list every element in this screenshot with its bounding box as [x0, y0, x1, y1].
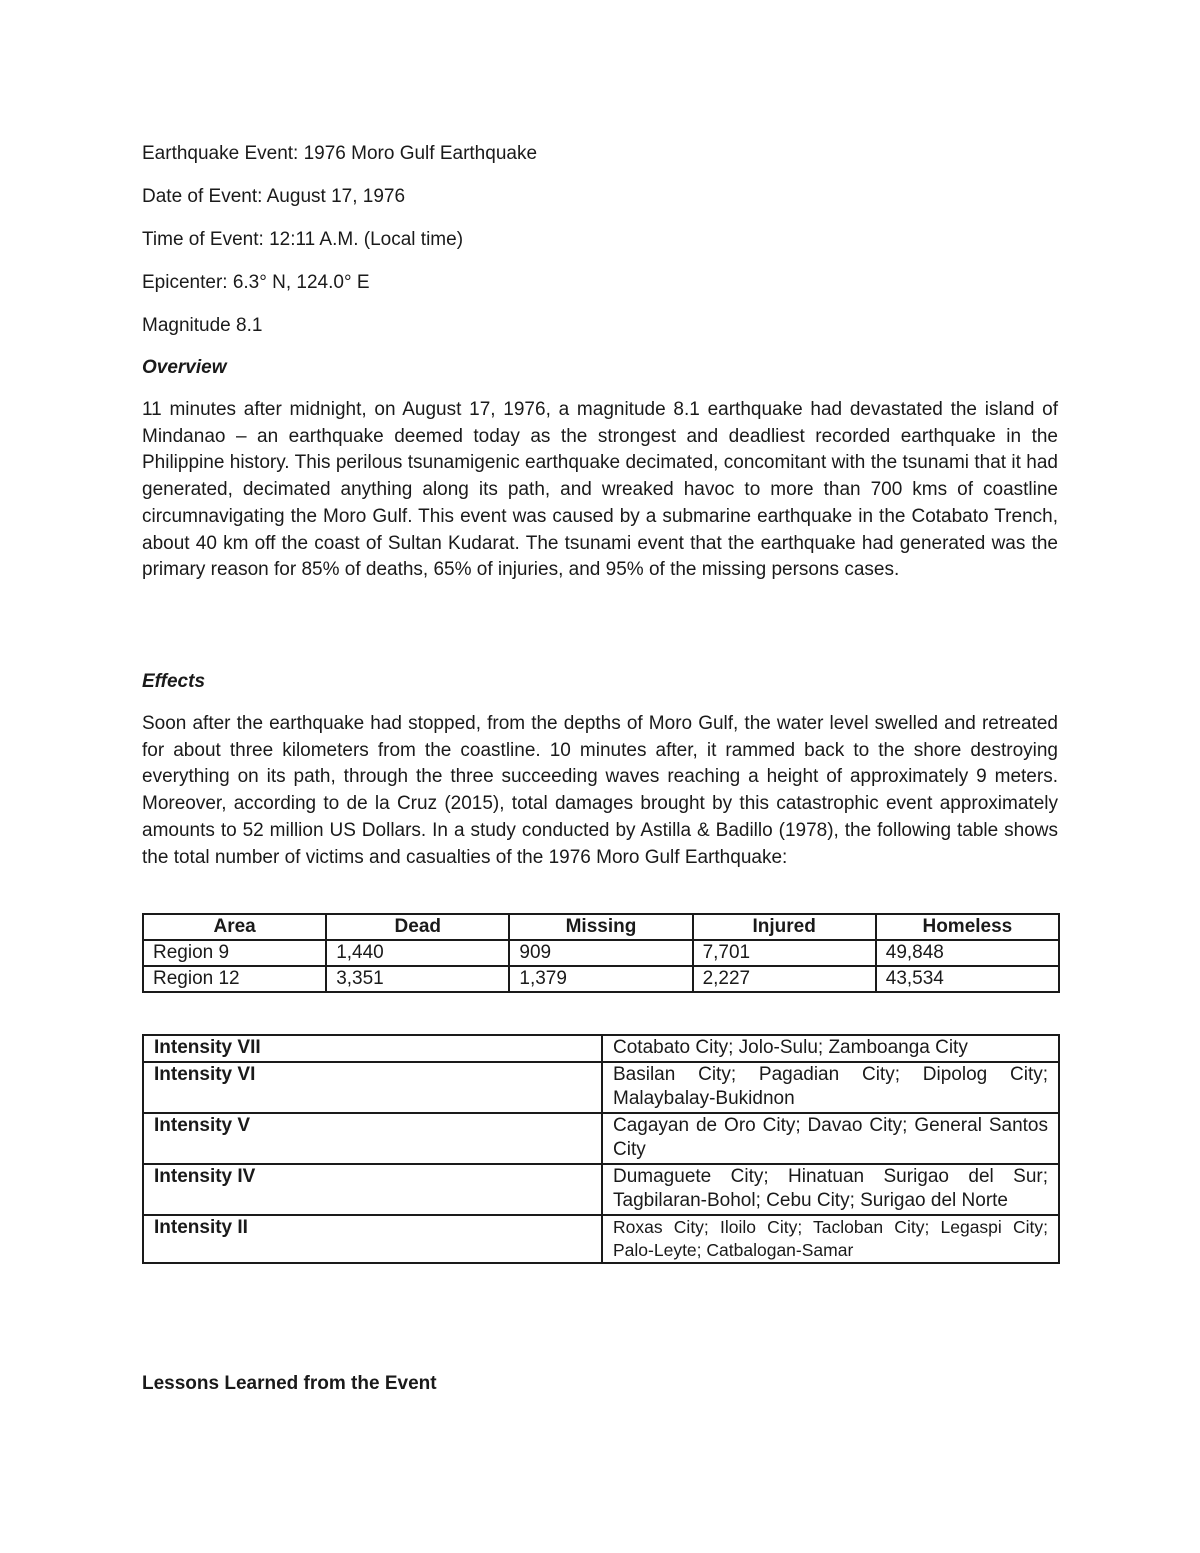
table-row — [143, 1164, 1059, 1215]
col-header-injured: Injured — [693, 914, 876, 940]
intensity-cities: Roxas City; Iloilo City; Tacloban City; Legaspi City; Palo-Leyte; Catbalogan-Samar — [602, 1215, 1059, 1263]
col-header-area: Area — [143, 914, 326, 940]
table-row — [143, 1062, 1059, 1113]
effects-heading: Effects — [142, 671, 206, 692]
col-header-missing: Missing — [509, 914, 692, 940]
event-epicenter: Epicenter: 6.3° N, 124.0° E — [142, 272, 370, 293]
event-date: Date of Event: August 17, 1976 — [142, 186, 406, 207]
effects-paragraph: Soon after the earthquake had stopped, from the depths of Moro Gulf, the water level swelled and retreated for about three kilometers from the coastline. 10 minutes after, it rammed back to the shore destroying everything on its path, through the three succeeding waves reaching a height of approximately 9 meters. Moreover, according to de la Cruz (2015), total damages brought by this catastrophic event approximately amounts to 52 million US Dollars. In a study conducted by Astilla & Badillo (1978), the following table shows the total number of victims and casualties of the 1976 Moro Gulf Earthquake: — [142, 713, 1058, 868]
cell-injured: 2,227 — [693, 966, 876, 992]
intensity-cities: Cotabato City; Jolo-Sulu; Zamboanga City — [602, 1035, 1059, 1062]
cell-dead: 1,440 — [326, 940, 509, 966]
table-row — [143, 1113, 1059, 1164]
cell-area: Region 9 — [143, 940, 326, 966]
col-header-homeless: Homeless — [876, 914, 1059, 940]
col-header-dead: Dead — [326, 914, 509, 940]
casualties-header-row — [143, 914, 1059, 940]
intensity-table — [142, 1034, 1060, 1264]
intensity-level: Intensity II — [143, 1215, 602, 1263]
intensity-level: Intensity VII — [143, 1035, 602, 1062]
table-row — [143, 940, 1059, 966]
table-row — [143, 1035, 1059, 1062]
event-time: Time of Event: 12:11 A.M. (Local time) — [142, 229, 464, 250]
intensity-cities: Cagayan de Oro City; Davao City; General Santos City — [602, 1113, 1059, 1164]
overview-heading: Overview — [142, 357, 227, 378]
intensity-level: Intensity V — [143, 1113, 602, 1164]
overview-paragraph: 11 minutes after midnight, on August 17, 1976, a magnitude 8.1 earthquake had devastated the island of Mindanao – an earthquake deemed today as the strongest and deadliest recorded earthquake in the Philippine history. This perilous tsunamigenic earthquake decimated, concomitant with the tsunami that it had generated, decimated anything along its path, and wreaked havoc to more than 700 kms of coastline circumnavigating the Moro Gulf. This event was caused by a submarine earthquake in the Cotabato Trench, about 40 km off the coast of Sultan Kudarat. The tsunami event that the earthquake had generated was the primary reason for 85% of deaths, 65% of injuries, and 95% of the missing persons cases. — [142, 399, 1058, 581]
cell-injured: 7,701 — [693, 940, 876, 966]
intensity-cities: Basilan City; Pagadian City; Dipolog City; Malaybalay-Bukidnon — [602, 1062, 1059, 1113]
intensity-level: Intensity IV — [143, 1164, 602, 1215]
event-name: Earthquake Event: 1976 Moro Gulf Earthquake — [142, 143, 538, 164]
cell-dead: 3,351 — [326, 966, 509, 992]
cell-missing: 1,379 — [509, 966, 692, 992]
cell-homeless: 43,534 — [876, 966, 1059, 992]
intensity-level: Intensity VI — [143, 1062, 602, 1113]
lessons-heading: Lessons Learned from the Event — [142, 1373, 437, 1394]
intensity-cities: Dumaguete City; Hinatuan Surigao del Sur; Tagbilaran-Bohol; Cebu City; Surigao del Norte — [602, 1164, 1059, 1215]
cell-missing: 909 — [509, 940, 692, 966]
cell-area: Region 12 — [143, 966, 326, 992]
casualties-table — [142, 913, 1060, 993]
table-row — [143, 1215, 1059, 1263]
cell-homeless: 49,848 — [876, 940, 1059, 966]
table-row — [143, 966, 1059, 992]
event-magnitude: Magnitude 8.1 — [142, 315, 263, 336]
